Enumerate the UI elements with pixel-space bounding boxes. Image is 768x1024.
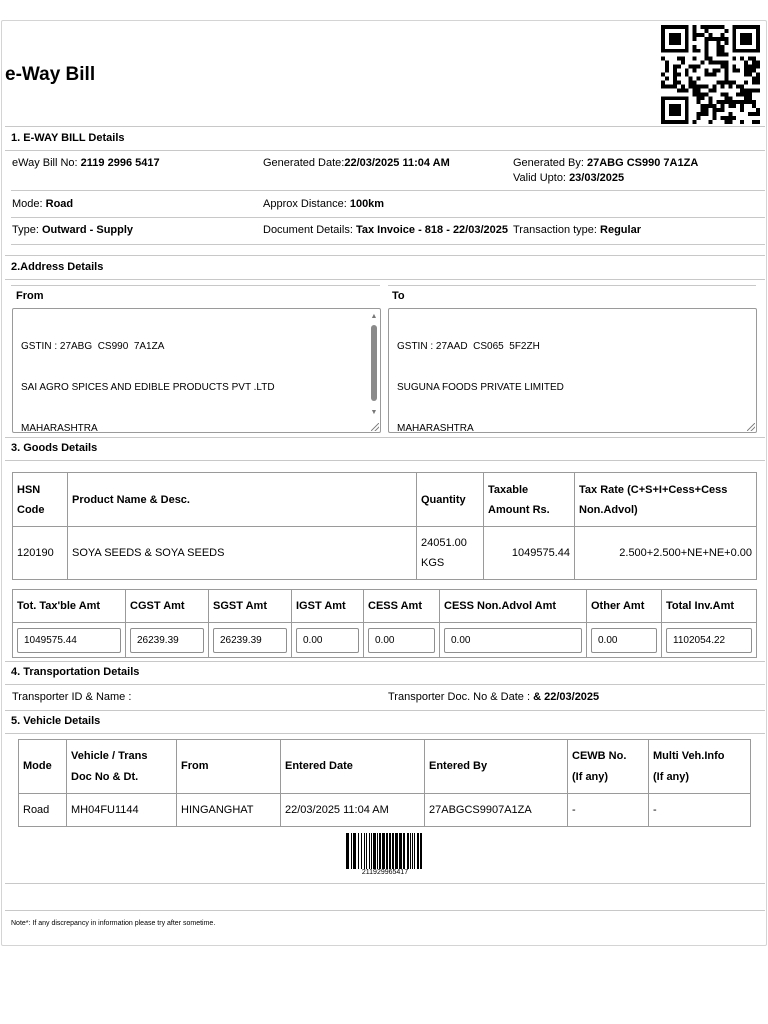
entered-by: 27ABGCS9907A1ZA: [425, 794, 568, 827]
vehicle-table: [18, 739, 751, 827]
to-address-textarea[interactable]: GSTIN : 27AAD CS065 5F2ZH SUGUNA FOODS PRIVATE LIMITED MAHARASHTRA: [388, 308, 757, 433]
multi-veh-info: -: [649, 794, 751, 827]
distance-value: 100km: [349, 198, 385, 210]
hsn-code: 120190: [13, 527, 68, 580]
divider: [5, 460, 765, 461]
vehicle-from: HINGANGHAT: [177, 794, 281, 827]
to-label: To: [392, 290, 405, 302]
scroll-down-icon[interactable]: ▼: [370, 409, 378, 416]
taxable-amount: 1049575.44: [484, 527, 575, 580]
divider: [5, 684, 765, 685]
ewb-number-field: eWay Bill No: 2119 2996 5417: [12, 157, 160, 169]
qr-code-icon: [659, 25, 762, 124]
transporter-doc-field: Transporter Doc. No & Date : & 22/03/2025: [388, 691, 600, 703]
total-invoice-field[interactable]: 1102054.22: [666, 628, 752, 653]
col-tax-rate: Tax Rate (C+S+I+Cess+Cess Non.Advol): [575, 473, 757, 527]
col-entered-date: Entered Date: [281, 740, 425, 794]
document-details-field: Document Details: Tax Invoice - 818 - 22/03/2025: [263, 224, 508, 236]
distance-field: Approx Distance: 100km: [263, 198, 385, 210]
divider: [388, 285, 756, 286]
ewb-number: 2119 2996 5417: [80, 157, 160, 169]
section-address-title: 2.Address Details: [11, 261, 104, 273]
divider: [5, 279, 765, 280]
cewb-number: -: [568, 794, 649, 827]
divider: [5, 733, 765, 734]
valid-upto-field: Valid Upto: 23/03/2025: [513, 172, 625, 184]
mode-value: Road: [45, 198, 74, 210]
section-vehicle-title: 5. Vehicle Details: [11, 715, 101, 727]
col-multi-veh: Multi Veh.Info (If any): [649, 740, 751, 794]
col-vehicle: Vehicle / Trans Doc No & Dt.: [67, 740, 177, 794]
col-cewb: CEWB No. (If any): [568, 740, 649, 794]
cess-nonadvol-field[interactable]: 0.00: [444, 628, 582, 653]
from-address-textarea[interactable]: GSTIN : 27ABG CS990 7A1ZA SAI AGRO SPICES AND EDIBLE PRODUCTS PVT .LTD MAHARASHTRA ▲ ▼: [12, 308, 381, 433]
page-title: e-Way Bill: [5, 64, 96, 85]
barcode-number: 211929965417: [361, 869, 409, 876]
scroll-up-icon[interactable]: ▲: [370, 313, 378, 320]
goods-table: [12, 472, 757, 580]
type-field: Type: Outward - Supply: [12, 224, 134, 236]
generated-by: 27ABG CS990 7A1ZA: [587, 157, 699, 169]
divider: [5, 661, 765, 662]
col-from: From: [177, 740, 281, 794]
table-row: [13, 623, 757, 658]
transporter-doc-value: & 22/03/2025: [533, 691, 600, 703]
divider: [5, 910, 765, 911]
divider: [5, 255, 765, 256]
other-amount-field[interactable]: 0.00: [591, 628, 657, 653]
valid-upto: 23/03/2025: [569, 172, 625, 184]
divider: [11, 244, 765, 245]
transporter-id-label: Transporter ID & Name :: [12, 691, 132, 703]
divider: [5, 710, 765, 711]
barcode-icon: [346, 833, 424, 869]
col-igst: IGST Amt: [292, 590, 364, 623]
cess-field[interactable]: 0.00: [368, 628, 435, 653]
total-taxable-field[interactable]: 1049575.44: [17, 628, 121, 653]
mode-field: Mode: Road: [12, 198, 74, 210]
section-goods-title: 3. Goods Details: [11, 442, 98, 454]
divider: [5, 150, 765, 151]
col-other: Other Amt: [587, 590, 662, 623]
scroll-thumb[interactable]: [371, 325, 377, 401]
cgst-field[interactable]: 26239.39: [130, 628, 204, 653]
col-cgst: CGST Amt: [126, 590, 209, 623]
divider: [5, 437, 765, 438]
from-address-scrollbar[interactable]: [370, 313, 378, 417]
section-ewb-title: 1. E-WAY BILL Details: [11, 132, 125, 144]
col-total-invoice: Total Inv.Amt: [662, 590, 757, 623]
type-value: Outward - Supply: [41, 224, 134, 236]
footnote: Note*: If any discrepancy in information please try after sometime.: [11, 920, 216, 927]
col-entered-by: Entered By: [425, 740, 568, 794]
col-hsn: HSN Code: [13, 473, 68, 527]
transaction-type-field: Transaction type: Regular: [513, 224, 641, 236]
resize-grip-icon[interactable]: [747, 423, 755, 431]
table-row: [13, 527, 757, 580]
from-label: From: [16, 290, 44, 302]
table-row: [19, 794, 751, 827]
col-cess: CESS Amt: [364, 590, 440, 623]
generated-date-field: Generated Date:22/03/2025 11:04 AM: [263, 157, 450, 169]
divider: [5, 126, 765, 127]
divider: [11, 285, 380, 286]
divider: [11, 190, 765, 191]
col-total-taxable: Tot. Tax'ble Amt: [13, 590, 126, 623]
transaction-type: Regular: [600, 224, 641, 236]
divider: [5, 883, 765, 884]
vehicle-mode: Road: [19, 794, 67, 827]
sgst-field[interactable]: 26239.39: [213, 628, 287, 653]
col-quantity: Quantity: [417, 473, 484, 527]
section-transport-title: 4. Transportation Details: [11, 666, 140, 678]
divider: [11, 217, 765, 218]
col-taxable: Taxable Amount Rs.: [484, 473, 575, 527]
col-cess-nonadvol: CESS Non.Advol Amt: [440, 590, 587, 623]
col-sgst: SGST Amt: [209, 590, 292, 623]
product-name: SOYA SEEDS & SOYA SEEDS: [68, 527, 417, 580]
resize-grip-icon[interactable]: [371, 423, 379, 431]
igst-field[interactable]: 0.00: [296, 628, 359, 653]
generated-by-field: Generated By: 27ABG CS990 7A1ZA: [513, 157, 699, 169]
vehicle-number: MH04FU1144: [67, 794, 177, 827]
quantity: 24051.00 KGS: [417, 527, 484, 580]
col-mode: Mode: [19, 740, 67, 794]
totals-table: [12, 589, 757, 658]
document-details: Tax Invoice - 818 - 22/03/2025: [355, 224, 508, 236]
entered-date: 22/03/2025 11:04 AM: [281, 794, 425, 827]
tax-rate: 2.500+2.500+NE+NE+0.00: [575, 527, 757, 580]
col-product: Product Name & Desc.: [68, 473, 417, 527]
generated-date: 22/03/2025 11:04 AM: [344, 157, 450, 169]
